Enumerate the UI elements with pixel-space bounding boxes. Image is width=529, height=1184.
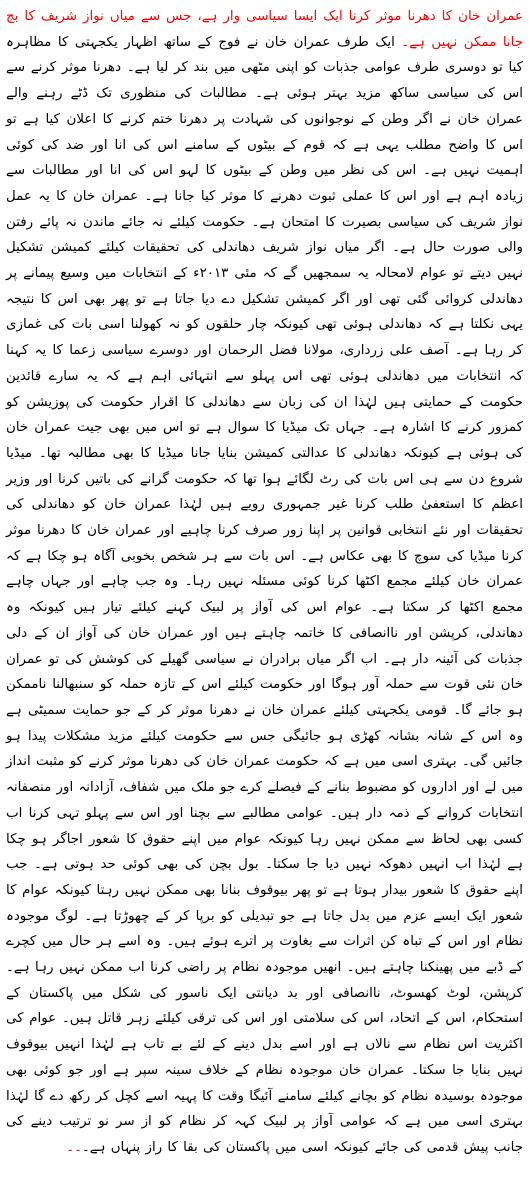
article-body: ایک طرف عمران خان نے فوج کے ساتھ اظہار یکجہتی کا مظاہرہ کیا تو دوسری طرف عوامی جذبات کو اپنی مٹھی میں بند کر لیا ہے۔ دھرنا موثر کرنے سے اس کی سیاسی ساکھ مزید بہتر ہوئی ہے۔ مطالبات کی منظوری تک ڈٹے رہنے والے عمران خان نے اگر وطن کے نوجوانوں کی شہادت پر دھرنا ختم کرنے کا اعلان کیا ہے تو اس کا واضح مطلب یہی ہے کہ قوم کے بیٹوں کے سامنے اس کی انا اور ضد کی کوئی اہمیت نہیں ہے۔ اس کی نظر میں وطن کے بیٹوں کا لہو اس کی انا اور مطالبات سے زیادہ اہم ہے اور اس کا عملی ثبوت دھرنے کا موثر کیا جانا ہے۔ عمران خان کا یہ عمل نواز شریف کی سیاسی بصیرت کا امتحان ہے۔ حکومت کیلئے نہ جائے ماندن نہ پائے رفتن والی صورت حال ہے۔ اگر میاں نواز شریف دھاندلی کی تحقیقات کیلئے کمیشن تشکیل نہیں دیتے تو عوام لامحالہ یہ سمجھیں گے کہ مئی ۲۰۱۳ء کے انتخابات میں وسیع پیمانے پر دھاندلی کروائی گئی تھی اور اگر کمیشن تشکیل دے دیا جاتا ہے تو پھر بھی اس کا نتیجہ یہی نکلتا ہے کہ دھاندلی ہوئی تھی کیونکہ چار حلقوں کو نہ کھولنا اسی بات کی غمازی کر رہا ہے۔ آصف علی زرداری، مولانا فضل الرحمان اور دوسرے سیاسی زعما کا یہ کہنا کہ انتخابات میں دھاندلی ہوئی تھی اس پہلو سے انتہائی اہم ہے کہ یہ سارے قائدین حکومت کے حمایتی ہیں لہٰذا ان کی زبان سے دھاندلی کا اقرار حکومت کی پوزیشن کو کمزور کرنے کا اشارہ ہے۔ جہاں تک میڈیا کا سوال ہے تو اس میں بھی جیت عمران خان کی ہوئی ہے کیونکہ دھاندلی کا عدالتی کمیشن بنایا جانا میڈیا کا بھی مطالبہ تھا۔ میڈیا شروع دن سے ہی اس بات کی رٹ لگائے ہوا تھا کہ حکومت گرانے کی باتیں کرنا اور وزیر اعظم کا استعفیٰ طلب کرنا غیر جمہوری رویے ہیں لہٰذا عمران خان کو دھاندلی کی تحقیقات اور نئے انتخابی قوانین پر اپنا زور صرف کرنا چاہیے اور عمران خان کا دھرنا موثر کرنا میڈیا کی سوچ کا بھی عکاس ہے۔ اس بات سے ہر شخص بخوبی آگاہ ہو چکا ہے کہ عمران خان کیلئے مجمع اکٹھا کرنا کوئی مسئلہ نہیں رہا۔ وہ جب چاہے اور جہاں چاہے مجمع اکٹھا کر سکتا ہے۔ عوام اس کی آواز پر لبیک کہنے کیلئے تیار ہیں کیونکہ وہ دھاندلی، کرپشن اور ناانصافی کا خاتمہ چاہتے ہیں اور عمران خان کی آواز ان کے دلی جذبات کی آئینہ دار ہے۔ اب اگر میاں برادران نے سیاسی گھیلے کی کوشش کی تو عمران خان نئی قوت سے حملہ آور ہوگا اور حکومت کیلئے اس کے تازہ حملہ کو سنبھالنا ناممکن ہو جائے گا۔ قومی یکجہتی کیلئے عمران خان نے دھرنا موثر کر کے جو حمایت سمیٹی ہے وہ اس کے شانہ بشانہ کھڑی ہو جائیگی جس سے حکومت کیلئے مزید مشکلات پیدا ہو جائیں گی۔ بہتری اسی میں ہے کہ حکومت عمران خان کی دھرنا موثر کرنے کو مثبت انداز میں لے اور اداروں کو مضبوط بنانے کے فیصلے کرے جو ملک میں شفاف، آزادانہ اور منصفانہ انتخابات کروانے کے ذمہ دار ہیں۔ عوامی مطالبے سے بچنا اور اس سے پہلو تہی کرنا اب کسی بھی لحاظ سے ممکن نہیں رہا کیونکہ عوام میں اپنے حقوق کا شعور اجاگر ہو چکا ہے لہٰذا اب انہیں دھوکہ نہیں دیا جا سکتا۔ بول بچن کی بھی کوئی حد ہوتی ہے۔ جب اپنے حقوق کا شعور بیدار ہوتا ہے تو پھر بیوقوف بنانا بھی ممکن نہیں رہتا کیونکہ عوام کا شعور ایک ایسے عزم میں بدل جاتا ہے جو تبدیلی کو برپا کر کے چھوڑتا ہے۔ لوگ موجودہ نظام اور اس کے تباہ کن اثرات سے بغاوت پر اترے ہوئے ہیں۔ وہ اسے ہر حال میں کچرے کے ڈبے میں پھینکنا چاہتے ہیں۔ انھیں موجودہ نظام پر راضی کرنا اب ممکن نہیں رہا ہے۔ کرپشن، لوٹ کھسوٹ، ناانصافی اور بد دیانتی ایک ناسور کی شکل میں پاکستان کے استحکام، اس کے اتحاد، اس کی سلامتی اور اس کی ترقی کیلئے زہر قاتل ہیں۔ عوام کی اکثریت اس نظام سے نالاں ہے اور اسے بدل دینے کے لئے بے تاب ہے لہٰذا انہیں بیوقوف نہیں بنایا جا سکتا۔ عمران خان موجودہ نظام کے خلاف سینہ سپر ہے اور جو کوئی بھی موجودہ بوسیدہ نظام کو بچانے کیلئے سامنے آئیگا وقت کا پہیہ اسے کچل کر رکھ دے گا لہٰذا بہتری اسی میں ہے کہ عوامی آواز پر لبیک کہہ کر نظام کو از سر نو ترتیب دینے کی جانب پیش قدمی کی جائے کیونکہ اسی میں پاکستان کی بقا کا راز پنہاں ہے۔ [6,34,523,1155]
article-headline: عمران خان کا دھرنا موثر کرنا ایک ایسا سیاسی وار ہے، جس سے میاں نواز شریف کا بچ جانا ممکن نہیں ہے۔ [6,9,523,50]
article-end-mark: ۔۔ [66,1139,82,1155]
article-column [6,4,523,1180]
